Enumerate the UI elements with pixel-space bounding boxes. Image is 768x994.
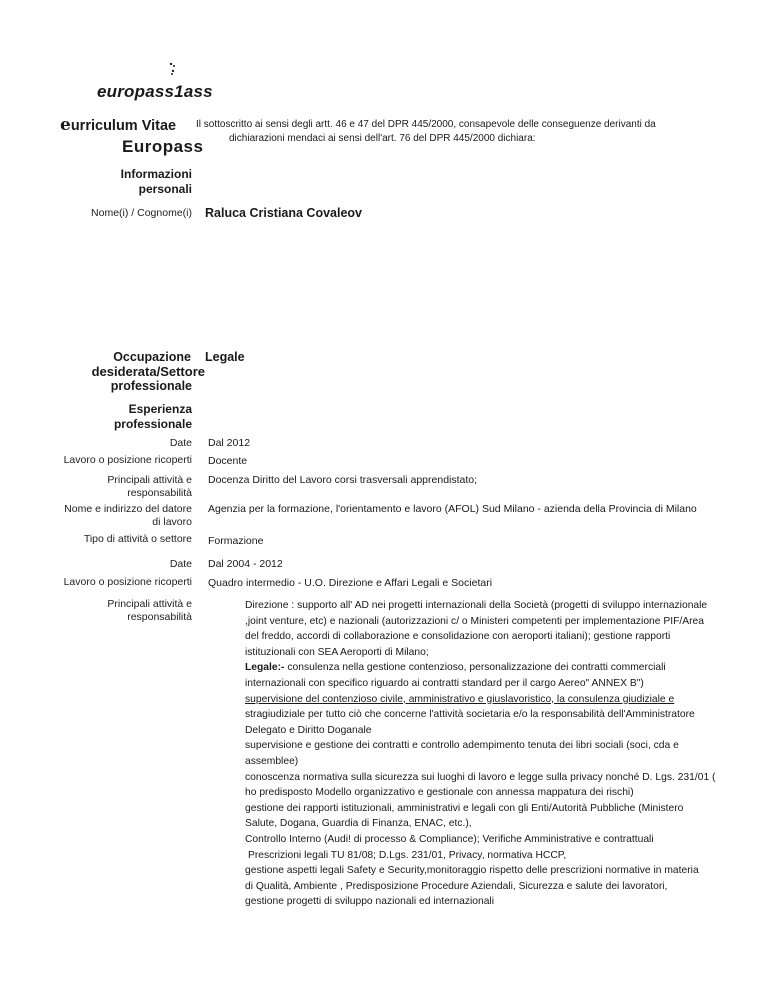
section-occupation-line-2: desiderata/Settore xyxy=(91,363,205,379)
declaration-line-1: Il sottoscritto ai sensi degli artt. 46 e 47 del DPR 445/2000, consapevole delle conseguenze derivanti da xyxy=(196,119,656,130)
job2-activities-line xyxy=(245,660,715,676)
job2-activities-line: conoscenza normativa sulla sicurezza sui luoghi di lavoro e legge sulla privacy nonché D. Lgs. 231/01 ( xyxy=(245,771,716,783)
job2-activities-line: gestione dei rapporti istituzionali, amministrativi e legali con gli Enti/Autorità Pubbliche (Ministero xyxy=(245,802,684,814)
job1-sector-label: Tipo di attività o settore xyxy=(83,533,192,545)
job2-activities-line: ho predisposto Modello organizzativo e gestionale con annessa mappatura dei rischi) xyxy=(245,787,634,799)
job2-position-label: Lavoro o posizione ricoperti xyxy=(63,576,192,588)
section-occupation xyxy=(92,350,205,394)
job1-date-value: Dal 2012 xyxy=(208,437,251,449)
cv-title-rest: urriculum Vitae xyxy=(70,118,177,134)
section-occupation-line-1: Occupazione xyxy=(113,350,191,364)
section-personal-info xyxy=(121,167,192,197)
occupation-value: Legale xyxy=(205,350,245,364)
job2-activities-line: internazionali con specifico riguardo ai contratti standard per il cargo Aereo" ANNEX B") xyxy=(245,677,644,689)
section-experience-line-2: professionale xyxy=(113,417,192,431)
job2-activities-line: Delegato e Diritto Doganale xyxy=(245,724,372,736)
job2-activities-line: Controllo Interno (Audi! di processo & Compliance); Verifiche Amministrative e contrattuali xyxy=(245,833,654,845)
job1-activities-label-line-1: Principali attività e xyxy=(107,474,192,486)
section-occupation-line-3: professionale xyxy=(110,379,192,393)
job2-activities-line: Direzione : supporto all' AD nei progetti internazionali della Società (progetti di sviluppo internazionale xyxy=(245,600,708,611)
section-experience-line-1: Esperienza xyxy=(128,402,192,416)
job2-activities-label-line-2: responsabilità xyxy=(127,611,192,623)
job2-activities-line: del freddo, accordi di collaborazione e consolidazione con aeroporti italiani); gestione rapporti xyxy=(245,631,671,643)
job2-activities-line-underlined: supervisione del contenzioso civile, amministrativo e giuslavoristico, la consulenza giudiziale e xyxy=(245,693,675,705)
job1-date-label: Date xyxy=(169,437,192,449)
job1-employer-label xyxy=(64,503,192,529)
job2-activities-line: stragiudiziale per tutto ciò che concerne l'attività societaria e/o la responsabilità dell'Amministratore xyxy=(245,709,695,721)
job2-activities-line: istituzionali con SEA Aeroporti di Milano; xyxy=(245,646,429,658)
section-experience xyxy=(114,402,192,432)
legal-text: consulenza nella gestione contenzioso, personalizzazione dei contratti commerciali xyxy=(284,662,666,674)
job2-date-value: Dal 2004 - 2012 xyxy=(208,558,283,570)
job2-activities-label-line-1: Principali attività e xyxy=(107,598,192,610)
job1-activities-label xyxy=(107,474,192,500)
declaration xyxy=(196,118,706,146)
job2-activities-line: ,joint venture, etc) e nazionali (autorizzazioni c/ o Ministeri competenti per implementazione PIF/Area xyxy=(245,615,704,627)
declaration-line-2: dichiarazioni mendaci ai sensi dell'art. 76 del DPR 445/2000 dichiara: xyxy=(229,133,536,144)
europass-logo-stars-icon xyxy=(168,62,182,76)
legal-heading: Legale:- xyxy=(245,662,285,674)
job1-employer-label-line-2: di lavoro xyxy=(152,516,192,528)
job2-activities-value xyxy=(245,598,715,910)
section-personal-line-2: personali xyxy=(138,182,192,196)
cv-title xyxy=(60,115,176,135)
job2-activities-line: di Qualità, Ambiente , Predisposizione Procedure Aziendali, Sicurezza e salute dei lavoratori, xyxy=(245,880,668,892)
job1-sector-value: Formazione xyxy=(208,535,264,547)
job1-position-value: Docente xyxy=(208,455,248,467)
job2-position-value: Quadro intermedio - U.O. Direzione e Affari Legali e Societari xyxy=(208,577,493,589)
job1-activities-value: Docenza Diritto del Lavoro corsi trasversali apprendistato; xyxy=(208,474,478,486)
cv-subtitle: Europass xyxy=(122,137,204,156)
name-value: Raluca Cristiana Covaleov xyxy=(205,206,363,220)
job2-activities-line: Salute, Dogana, Guardia di Finanza, ENAC, etc.), xyxy=(245,818,472,830)
cv-title-initial: e xyxy=(60,115,71,135)
job2-activities-label xyxy=(107,598,192,624)
job2-activities-line: gestione aspetti legali Safety e Security,monitoraggio rispetto delle prescrizioni normative in materia xyxy=(245,865,699,877)
job1-employer-label-line-1: Nome e indirizzo del datore xyxy=(64,503,192,515)
job1-employer-value: Agenzia per la formazione, l'orientamento e lavoro (AFOL) Sud Milano - azienda della Provincia di Milano xyxy=(208,503,697,515)
job2-activities-line: assemblee) xyxy=(245,755,299,767)
job2-activities-line: gestione progetti di sviluppo nazionali ed internazionali xyxy=(245,896,495,908)
name-label: Nome(i) / Cognome(i) xyxy=(91,207,192,219)
job2-activities-line: supervisione e gestione dei contratti e controllo adempimento tenuta dei libri sociali (soci, cda e xyxy=(245,740,679,752)
europass-logo: europass1ass xyxy=(97,82,213,101)
section-personal-line-1: Informazioni xyxy=(120,167,192,181)
job1-position-label: Lavoro o posizione ricoperti xyxy=(63,454,192,466)
job1-activities-label-line-2: responsabilità xyxy=(127,487,192,499)
job2-activities-line: Prescrizioni legali TU 81/08; D.Lgs. 231/01, Privacy, normativa HCCP, xyxy=(248,849,567,861)
job2-date-label: Date xyxy=(169,558,192,570)
